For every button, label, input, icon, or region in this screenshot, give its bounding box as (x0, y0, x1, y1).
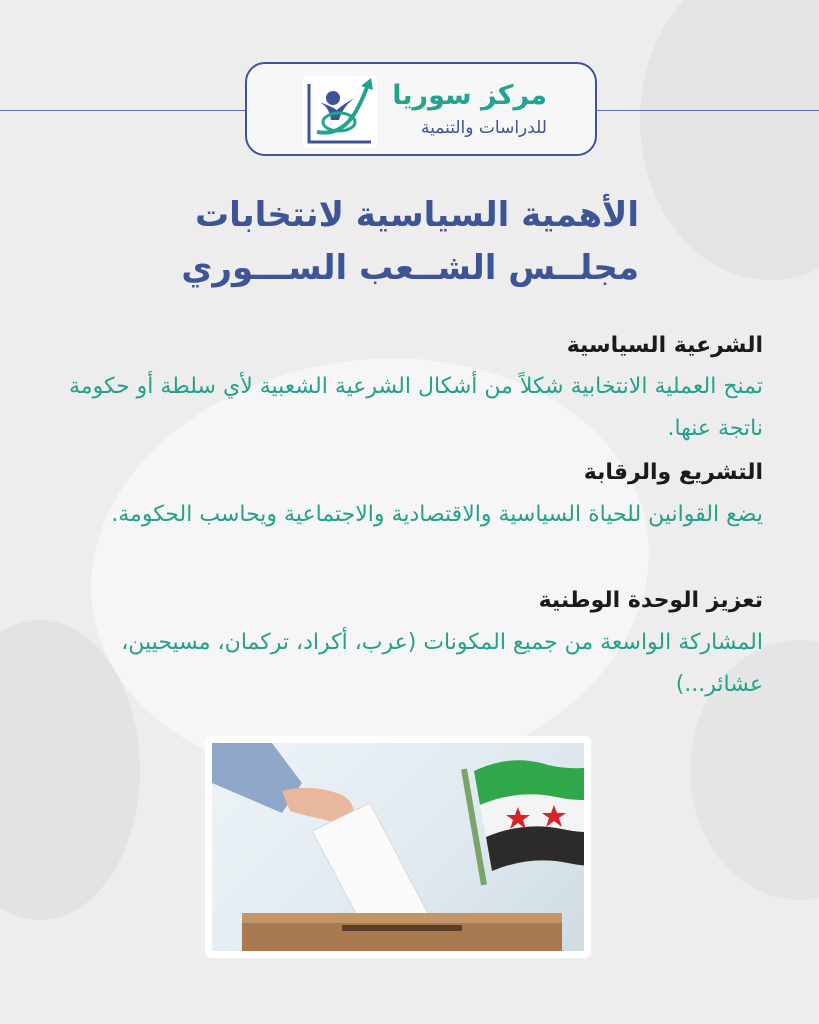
section-heading-national-unity: تعزيز الوحدة الوطنية (538, 588, 763, 613)
ballot-photo-illustration (212, 743, 584, 951)
page-title-line-1: الأهمية السياسية لانتخابات (194, 195, 639, 235)
page-title-line-2: مجلــس الشــعب الســـوري (181, 248, 639, 288)
section-heading-legislation: التشريع والرقابة (583, 460, 763, 485)
section-heading-legitimacy: الشرعية السياسية (566, 333, 763, 358)
logo-name: مركز سوريا (392, 80, 547, 111)
section-text-national-unity: المشاركة الواسعة من جميع المكونات (عرب، أكراد، تركمان، مسيحيين، عشائر...) (121, 630, 763, 697)
logo-subtitle: للدراسات والتنمية (421, 118, 547, 138)
section-text-legitimacy: تمنح العملية الانتخابية شكلاً من أشكال الشرعية الشعبية لأي سلطة أو حكومة ناتجة عنها. (69, 374, 763, 441)
section-text-legislation: يضع القوانين للحياة السياسية والاقتصادية والاجتماعية ويحاسب الحكومة. (111, 502, 763, 527)
ballot-box-with-flag-icon (212, 743, 584, 951)
logo-badge (245, 62, 597, 156)
background-map-shape (640, 0, 819, 280)
election-photo-frame (205, 736, 591, 958)
person-arrow-logo-icon (303, 76, 377, 148)
